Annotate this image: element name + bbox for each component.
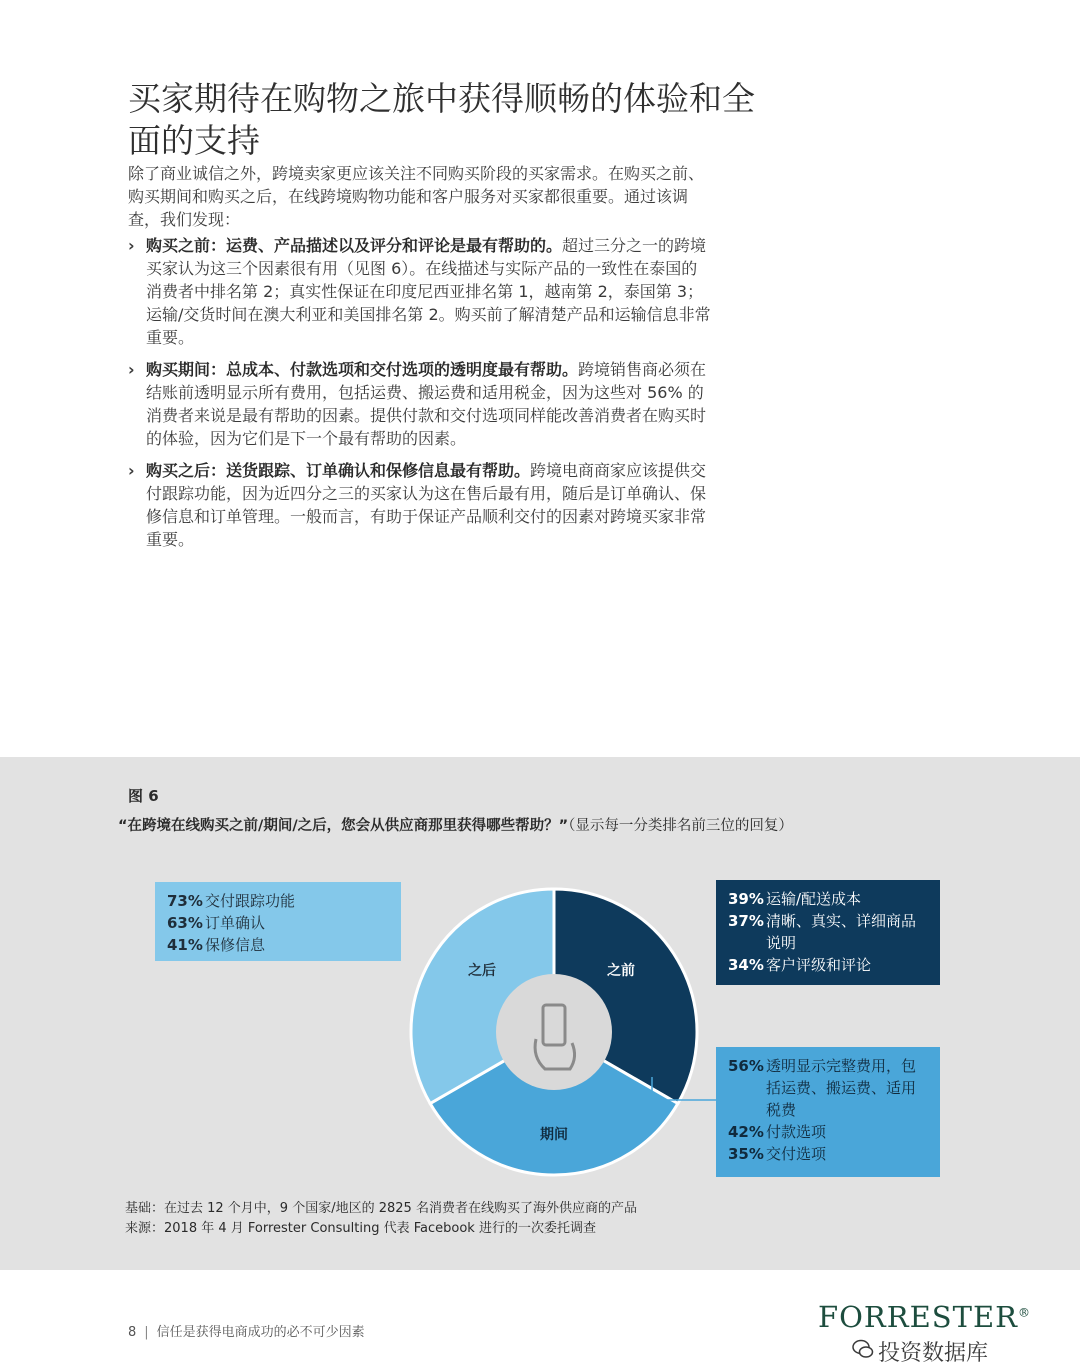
question-text: “在跨境在线购买之前/期间/之后，您会从供应商那里获得哪些帮助？” <box>118 818 569 834</box>
slice-label-before: 之前 <box>607 963 635 979</box>
callout-row <box>167 912 389 934</box>
callout-row <box>167 934 389 956</box>
finding-text: 跨境销售商必须在结账前透明显示所有费用，包括运费、搬运费和适用税金，因为这些对 56% 的消费者来说是最有帮助的因素。提供付款和交付选项同样能改善消费者在购买时的体验，因为它们是下一个最有帮助的因素。 <box>146 360 707 448</box>
intro-paragraph: 除了商业诚信之外，跨境卖家更应该关注不同购买阶段的买家需求。在购买之前、购买期间和购买之后，在线跨境购物功能和客户服务对买家都很重要。通过该调查，我们发现： <box>128 164 705 229</box>
callout-text: 客户评级和评论 <box>766 956 872 974</box>
figure-label: 图 6 <box>128 787 159 805</box>
finding-during <box>128 358 713 450</box>
page-heading: 买家期待在购物之旅中获得顺畅的体验和全面的支持 <box>128 79 755 160</box>
callout-row <box>728 888 928 910</box>
callout-percent: 73% <box>167 892 203 910</box>
finding-heading: 购买之前：运费、产品描述以及评分和评论是最有帮助的。 <box>146 236 563 255</box>
question-note: （显示每一分类排名前三位的回复） <box>568 818 793 834</box>
slice-label-after: 之后 <box>468 963 496 979</box>
finding-heading: 购买之后：送货跟踪、订单确认和保修信息最有帮助。 <box>146 461 531 480</box>
figure-source: 来源：2018 年 4 月 Forrester Consulting 代表 Facebook 进行的一次委托调查 <box>125 1221 596 1236</box>
forrester-logo <box>818 1300 1031 1334</box>
callout-percent: 41% <box>167 936 203 954</box>
slice-label-during: 期间 <box>540 1127 568 1143</box>
callout-text: 保修信息 <box>205 936 266 954</box>
before-callout <box>716 880 940 985</box>
finding-text: 跨境电商商家应该提供交付跟踪功能，因为近四分之三的买家认为这在售后最有用，随后是订单确认、保修信息和订单管理。一般而言，有助于保证产品顺利交付的因素对跨境买家非常重要。 <box>146 461 707 549</box>
figure-6 <box>0 757 1080 1270</box>
callout-text: 付款选项 <box>766 1123 827 1141</box>
page-footer <box>128 1321 365 1340</box>
callout-row <box>167 890 389 912</box>
callout-text: 交付选项 <box>766 1145 827 1163</box>
registered-mark: ® <box>1017 1305 1031 1320</box>
footer-divider: | <box>144 1325 149 1340</box>
chevron-right-icon: › <box>128 461 135 480</box>
chevron-right-icon: › <box>128 236 135 255</box>
chevron-right-icon: › <box>128 360 135 379</box>
page-number: 8 <box>128 1325 137 1340</box>
callout-percent: 35% <box>728 1145 764 1163</box>
logo-text: FORRESTER <box>818 1300 1018 1334</box>
callout-row <box>728 1121 928 1143</box>
figure-notes <box>125 1199 637 1239</box>
callout-text: 运输/配送成本 <box>766 890 862 908</box>
callout-row <box>728 954 928 976</box>
callout-percent: 42% <box>728 1123 764 1141</box>
findings-list <box>128 234 713 560</box>
finding-text: 超过三分之一的跨境买家认为这三个因素很有用（见图 6）。在线描述与实际产品的一致性在泰国的消费者中排名第 2；真实性保证在印度尼西亚排名第 1，越南第 2，泰国第 3；运输/交货时间在澳大利亚和美国排名第 2。购买前了解清楚产品和运输信息非常重要。 <box>146 236 711 347</box>
during-callout <box>716 1047 940 1177</box>
callout-percent: 34% <box>728 956 764 974</box>
callout-row <box>728 910 928 954</box>
footer-doc-title: 信任是获得电商成功的必不可少因素 <box>156 1325 365 1340</box>
callout-row <box>728 1143 928 1165</box>
callout-percent: 37% <box>728 912 764 930</box>
callout-text: 交付跟踪功能 <box>205 892 296 910</box>
center-circle <box>496 974 612 1090</box>
after-callout <box>155 882 401 961</box>
finding-heading: 购买期间：总成本、付款选项和交付选项的透明度最有帮助。 <box>146 360 579 379</box>
pie-chart <box>0 757 1080 1270</box>
callout-percent: 56% <box>728 1057 764 1075</box>
callout-percent: 39% <box>728 890 764 908</box>
callout-row <box>728 1055 928 1121</box>
wechat-icon <box>852 1338 874 1360</box>
finding-before <box>128 234 713 349</box>
finding-after <box>128 459 713 551</box>
figure-base: 基础：在过去 12 个月中，9 个国家/地区的 2825 名消费者在线购买了海外供应商的产品 <box>125 1201 637 1216</box>
callout-text: 订单确认 <box>205 914 266 932</box>
callout-percent: 63% <box>167 914 203 932</box>
watermark-text: 投资数据库 <box>878 1341 989 1366</box>
callout-text: 透明显示完整费用，包括运费、搬运费、适用税费 <box>766 1057 917 1119</box>
callout-text: 清晰、真实、详细商品说明 <box>766 912 917 952</box>
